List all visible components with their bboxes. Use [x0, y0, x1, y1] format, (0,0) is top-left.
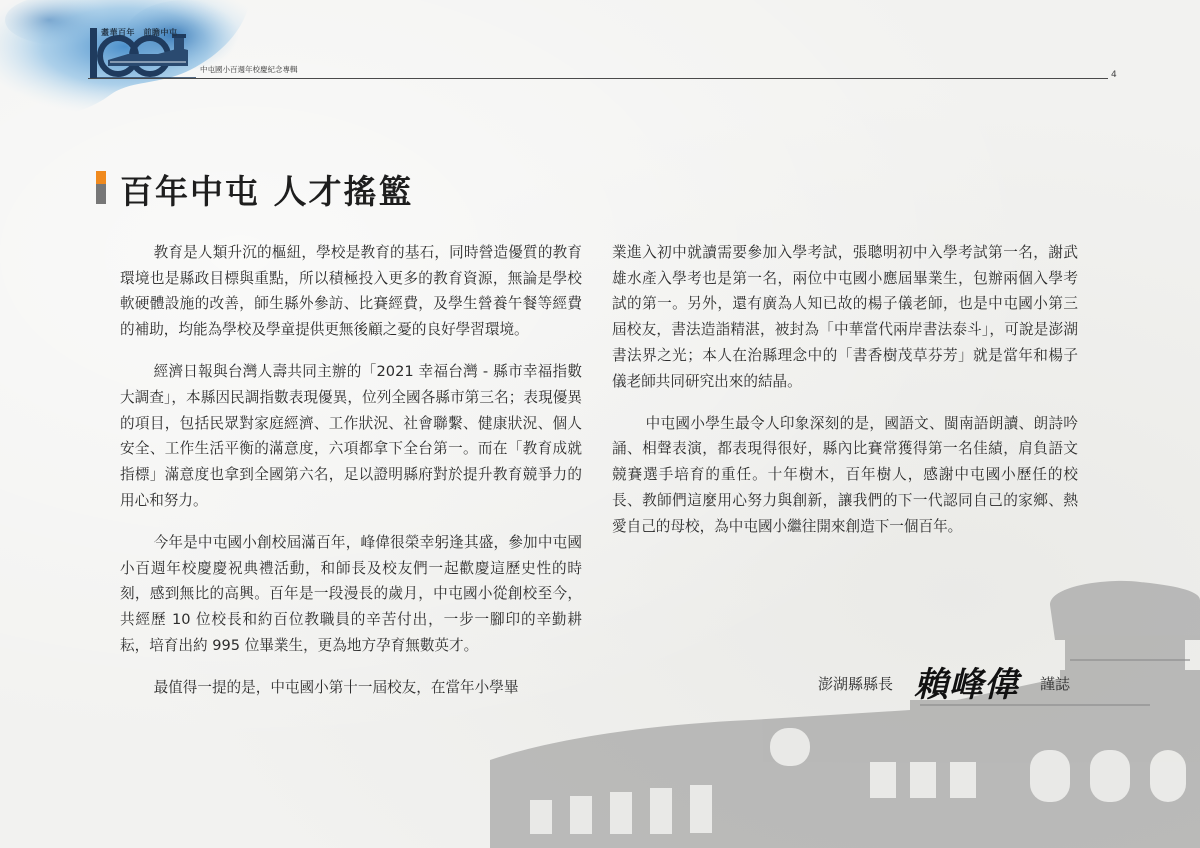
paragraph: 今年是中屯國小創校屆滿百年，峰偉很榮幸躬逢其盛，參加中屯國小百週年校慶慶祝典禮活動，和師長及校友們一起歡慶這歷史性的時刻，感到無比的高興。百年是一段漫長的歲月，中屯國小從創校至今，共經歷 10 位校長和約百位教職員的辛苦付出，一步一腳印的辛勤耕耘，培育出約 995 位畢業生，更為地方孕育無數英才。: [120, 534, 582, 654]
header-divider: [88, 78, 1108, 79]
article-left-column: [120, 240, 582, 717]
title-accent-bar: [96, 171, 106, 204]
article-right-column: [612, 240, 1078, 556]
logo-tagline: 耋華百年 前瞻中屯: [101, 28, 178, 37]
paragraph: 業進入初中就讀需要參加入學考試，張聰明初中入學考試第一名，謝武雄水產入學考也是第一名，兩位中屯國小應屆畢業生，包辦兩個入學考試的第一。另外，還有廣為人知已故的楊子儀老師，也是中屯國小第三屆校友，書法造詣精湛，被封為「中華當代兩岸書法泰斗」，可說是澎湖書法界之光；本人在治縣理念中的「書香樹茂草芬芳」就是當年和楊子儀老師共同研究出來的結晶。: [612, 244, 1078, 390]
paragraph: 經濟日報與台灣人壽共同主辦的「2021 幸福台灣 - 縣市幸福指數大調查」，本縣因民調指數表現優異，位列全國各縣市第三名；表現優異的項目，包括民眾對家庭經濟、工作狀況、社會聯繫、健康狀況、個人安全、工作生活平衡的滿意度，六項都拿下全台第一。而在「教育成就指標」滿意度也拿到全國第六名，足以證明縣府對於提升教育競爭力的用心和努力。: [120, 363, 582, 509]
signoff-closing: 謹誌: [1040, 675, 1071, 693]
page-title: 百年中屯 人才搖籃: [120, 172, 414, 211]
page-number: 4: [1111, 70, 1117, 80]
signature: 賴峰偉: [914, 665, 1019, 705]
paragraph: 中屯國小學生最令人印象深刻的是，國語文、閩南語朗讀、朗詩吟誦、相聲表演，都表現得很好，縣內比賽常獲得第一名佳績，肩負語文競賽選手培育的重任。十年樹木，百年樹人，感謝中屯國小歷任的校長、教師們這麼用心努力與創新，讓我們的下一代認同自己的家鄉、熱愛自己的母校，為中屯國小繼往開來創造下一個百年。: [612, 414, 1078, 535]
series-title: 中屯國小百週年校慶紀念專輯: [200, 65, 298, 74]
signoff: [818, 655, 1118, 703]
paragraph: 教育是人類升沉的樞紐，學校是教育的基石，同時營造優質的教育環境也是縣政目標與重點，所以積極投入更多的教育資源，無論是學校軟硬體設施的改善，師生縣外參訪、比賽經費，及學生營養午餐等經費的補助，均能為學校及學童提供更無後顧之憂的良好學習環境。: [120, 244, 582, 339]
paragraph: 最值得一提的是，中屯國小第十一屆校友，在當年小學畢: [153, 679, 519, 697]
signer-title: 澎湖縣縣長: [818, 675, 894, 693]
